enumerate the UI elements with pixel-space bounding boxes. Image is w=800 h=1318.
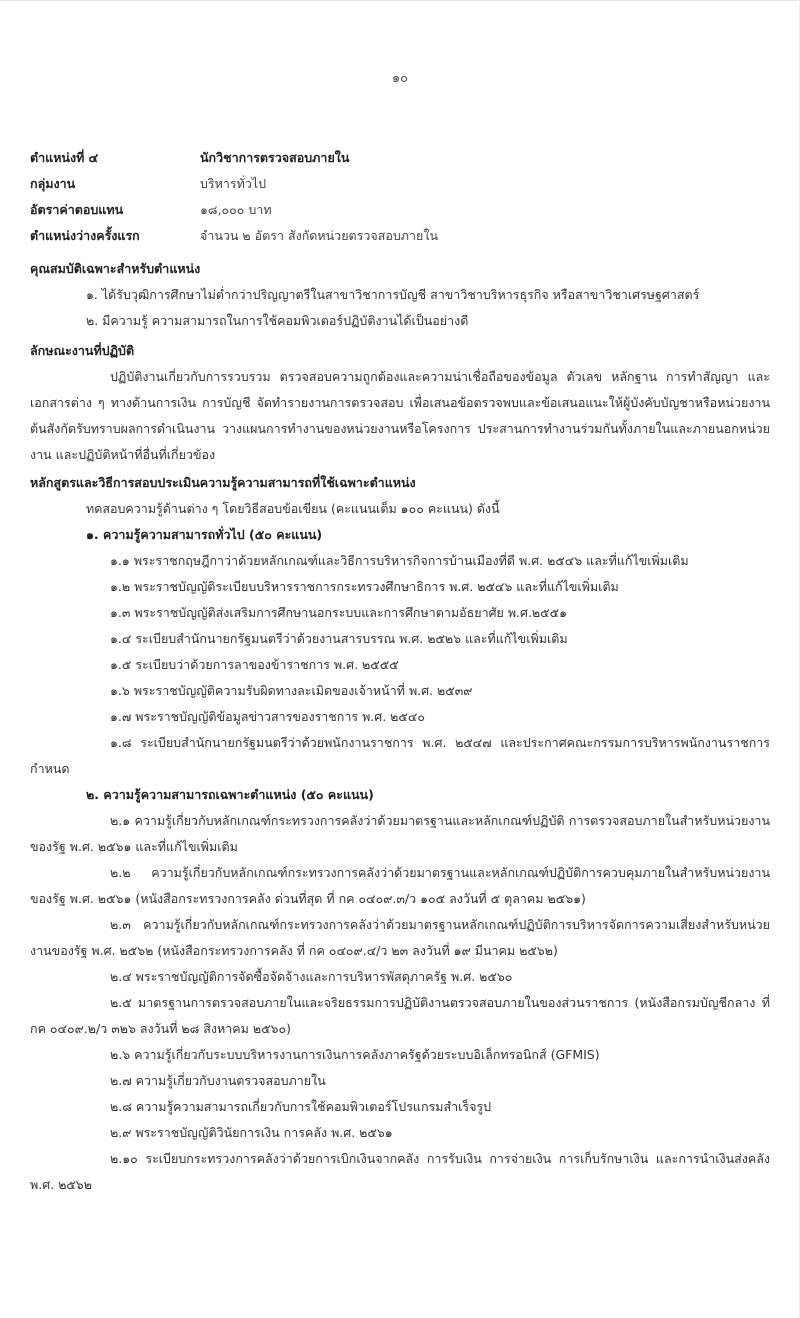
exam-item: ๒.๒ ความรู้เกี่ยวกับหลักเกณฑ์กระทรวงการคลังว่าด้วยมาตรฐานและหลักเกณฑ์ปฏิบัติการควบคุมภายในสำหรับหน่วยงานของรัฐ พ.ศ. ๒๕๖๑ (หนังสือกระทรวงการคลัง ด่วนที่สุด ที่ กค ๐๔๐๙.๓/ว ๑๐๕ ลงวันที่ ๕ ตุลาคม ๒๕๖๑) [30,865,770,906]
duties-paragraph: ปฏิบัติงานเกี่ยวกับการรวบรวม ตรวจสอบความถูกต้องและความน่าเชื่อถือของข้อมูล ตัวเลข หลักฐาน การทำสัญญา และเอกสารต่าง ๆ ทางด้านการเงิน การบัญชี จัดทำรายงานการตรวจสอบ เพื่อเสนอข้อตรวจพบและข้อเสนอแนะให้ผู้บังคับบัญชาหรือหน่วยงานต้นสังกัดรับทราบผลการดำเนินงาน วางแผนการทำงานของหน่วยงานหรือโครงการ ประสานการทำงานร่วมกันทั้งภายในและภายนอกหน่วยงาน และปฏิบัติหน้าที่อื่นที่เกี่ยวข้อง [30,369,770,462]
exam-item: ๑.๓ พระราชบัญญัติส่งเสริมการศึกษานอกระบบและการศึกษาตามอัธยาศัย พ.ศ.๒๕๕๑ [110,605,568,620]
header-label: ตำแหน่งว่างครั้งแรก [30,228,140,243]
exam-subsection-title: ๑. ความรู้ความสามารถทั่วไป (๕๐ คะแนน) [86,527,323,542]
position-title: นักวิชาการตรวจสอบภายใน [200,150,350,165]
section-heading: หลักสูตรและวิธีการสอบประเมินความรู้ความสามารถที่ใช้เฉพาะตำแหน่ง [30,475,416,490]
header-value: จำนวน ๒ อัตรา สังกัดหน่วยตรวจสอบภายใน [200,228,438,243]
header-value: บริหารทั่วไป [200,176,267,191]
exam-subsection-title: ๒. ความรู้ความสามารถเฉพาะตำแหน่ง (๕๐ คะแนน) [86,787,374,802]
exam-item: ๒.๙ พระราชบัญญัติวินัยการเงิน การคลัง พ.ศ. ๒๕๖๑ [110,1125,393,1140]
exam-item: ๑.๕ ระเบียบว่าด้วยการลาของข้าราชการ พ.ศ. ๒๕๕๕ [110,657,399,672]
header-label: ตำแหน่งที่ ๔ [30,150,99,165]
qualification-item: ๒. มีความรู้ ความสามารถในการใช้คอมพิวเตอร์ปฏิบัติงานได้เป็นอย่างดี [86,313,469,328]
header-row [30,145,770,171]
exam-item: ๒.๑๐ ระเบียบกระทรวงการคลังว่าด้วยการเบิกเงินจากคลัง การรับเงิน การจ่ายเงิน การเก็บรักษาเงิน และการนำเงินส่งคลัง พ.ศ. ๒๕๖๒ [30,1151,770,1192]
exam-item: ๑.๔ ระเบียบสำนักนายกรัฐมนตรีว่าด้วยงานสารบรรณ พ.ศ. ๒๕๒๖ และที่แก้ไขเพิ่มเติม [110,631,568,646]
qualifications-section [30,256,770,334]
exam-item: ๒.๑ ความรู้เกี่ยวกับหลักเกณฑ์กระทรวงการคลังว่าด้วยมาตรฐานและหลักเกณฑ์ปฏิบัติ การตรวจสอบภายในสำหรับหน่วยงานของรัฐ พ.ศ. ๒๕๖๑ และที่แก้ไขเพิ่มเติม [30,813,770,854]
header-label: อัตราค่าตอบแทน [30,202,124,217]
qualification-item: ๑. ได้รับวุฒิการศึกษาไม่ต่ำกว่าปริญญาตรีในสาขาวิชาการบัญชี สาขาวิชาบริหารธุรกิจ หรือสาขาวิชาเศรษฐศาสตร์ [86,287,700,302]
header-label: กลุ่มงาน [30,176,76,191]
exam-item: ๒.๗ ความรู้เกี่ยวกับงานตรวจสอบภายใน [110,1073,326,1088]
exam-item: ๑.๘ ระเบียบสำนักนายกรัฐมนตรีว่าด้วยพนักงานราชการ พ.ศ. ๒๕๔๗ และประกาศคณะกรรมการบริหารพนักงานราชการกำหนด [30,735,770,776]
header-value: ๑๘,๐๐๐ บาท [200,202,272,217]
exam-item: ๑.๖ พระราชบัญญัติความรับผิดทางละเมิดของเจ้าหน้าที่ พ.ศ. ๒๕๓๙ [110,683,473,698]
exam-item: ๒.๖ ความรู้เกี่ยวกับระบบบริหารงานการเงินการคลังภาครัฐด้วยระบบอิเล็กทรอนิกส์ (GFMIS) [110,1047,600,1062]
duties-section [30,338,770,468]
header-row [30,197,770,223]
exam-section [30,470,770,1198]
exam-item: ๒.๔ พระราชบัญญัติการจัดซื้อจัดจ้างและการบริหารพัสดุภาครัฐ พ.ศ. ๒๕๖๐ [110,969,513,984]
exam-item: ๒.๓ ความรู้เกี่ยวกับหลักเกณฑ์กระทรวงการคลังว่าด้วยมาตรฐานหลักเกณฑ์ปฏิบัติการบริหารจัดการความเสี่ยงสำหรับหน่วยงานของรัฐ พ.ศ. ๒๕๖๒ (หนังสือกระทรวงการคลัง ที่ กค ๐๔๐๙.๔/ว ๒๓ ลงวันที่ ๑๙ มีนาคม ๒๕๖๒) [30,917,770,958]
exam-item: ๑.๗ พระราชบัญญัติข้อมูลข่าวสารของราชการ พ.ศ. ๒๕๔๐ [110,709,425,724]
exam-item: ๒.๘ ความรู้ความสามารถเกี่ยวกับการใช้คอมพิวเตอร์โปรแกรมสำเร็จรูป [110,1099,492,1114]
section-heading: ลักษณะงานที่ปฏิบัติ [30,343,135,358]
exam-item: ๑.๒ พระราชบัญญัติระเบียบบริหารราชการกระทรวงศึกษาธิการ พ.ศ. ๒๕๔๖ และที่แก้ไขเพิ่มเติม [110,579,619,594]
position-header [30,145,770,249]
exam-item: ๑.๑ พระราชกฤษฎีกาว่าด้วยหลักเกณฑ์และวิธีการบริหารกิจการบ้านเมืองที่ดี พ.ศ. ๒๕๔๖ และที่แก้ไขเพิ่มเติม [110,553,689,568]
header-row [30,223,770,249]
exam-item: ๒.๕ มาตรฐานการตรวจสอบภายในและจริยธรรมการปฏิบัติงานตรวจสอบภายในของส่วนราชการ (หนังสือกรมบัญชีกลาง ที่ กค ๐๔๐๙.๒/ว ๓๒๖ ลงวันที่ ๒๘ สิงหาคม ๒๕๖๐) [30,995,770,1036]
exam-intro: ทดสอบความรู้ด้านต่าง ๆ โดยวิธีสอบข้อเขียน (คะแนนเต็ม ๑๐๐ คะแนน) ดังนี้ [86,501,500,516]
header-row [30,171,770,197]
section-heading: คุณสมบัติเฉพาะสำหรับตำแหน่ง [30,261,201,276]
page-number: ๑๐ [391,71,409,86]
